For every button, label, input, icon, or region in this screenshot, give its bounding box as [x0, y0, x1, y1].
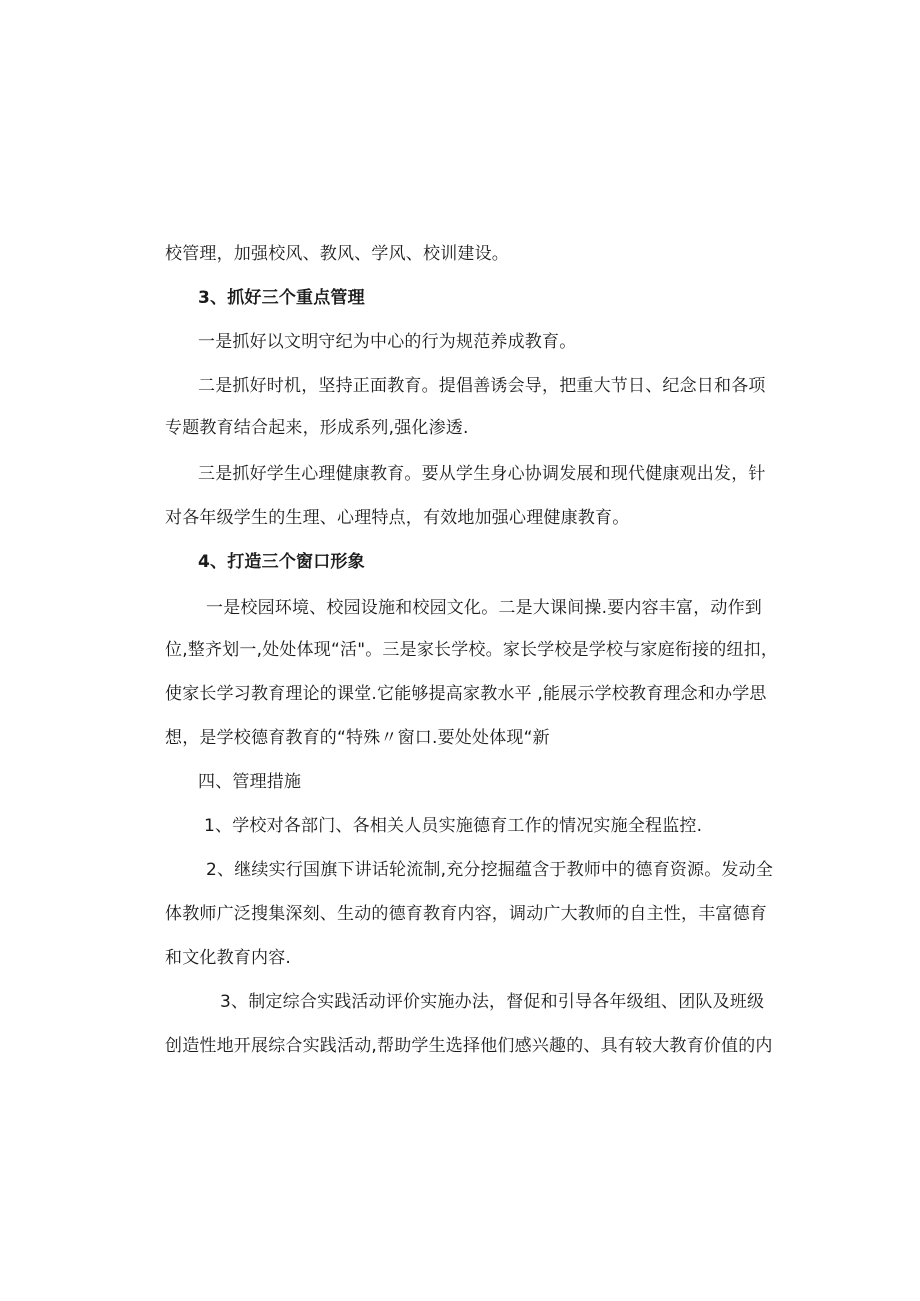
paragraph-line: 一是抓好以文明守纪为中心的行为规范养成教育。	[198, 332, 577, 352]
paragraph-line: 校管理，加强校风、教风、学风、校训建设。	[165, 244, 509, 264]
paragraph-line: 和文化教育内容.	[165, 948, 292, 968]
paragraph-line: 想，是学校德育教育的“特殊〃窗口.要处处体现“新	[165, 728, 550, 748]
paragraph-line: 三是抓好学生心理健康教育。要从学生身心协调发展和现代健康观出发，针	[198, 464, 766, 484]
paragraph-line: 对各年级学生的生理、心理特点，有效地加强心理健康教育。	[165, 508, 630, 528]
measure-item-2: 2、继续实行国旗下讲话轮流制,充分挖掘蕴含于教师中的德育资源。发动全	[206, 860, 774, 880]
section-heading-4: 4、打造三个窗口形象	[198, 552, 365, 572]
section-heading-3: 3、抓好三个重点管理	[198, 288, 365, 308]
measure-item-3: 3、制定综合实践活动评价实施办法，督促和引导各年级组、团队及班级	[220, 992, 765, 1012]
paragraph-line: 位,整齐划一,处处体现“活"。三是家长学校。家长学校是学校与家庭衔接的纽扣，	[165, 640, 779, 660]
measure-item-1: 1、学校对各部门、各相关人员实施德育工作的情况实施全程监控.	[204, 816, 703, 836]
paragraph-line: 体教师广泛搜集深刻、生动的德育教育内容，调动广大教师的自主性，丰富德育	[165, 904, 767, 924]
paragraph-line: 一是校园环境、校园设施和校园文化。二是大课间操.要内容丰富，动作到	[206, 598, 763, 618]
paragraph-line: 使家长学习教育理论的课堂.它能够提高家教水平 ,能展示学校教育理念和办学思	[165, 684, 767, 704]
paragraph-line: 创造性地开展综合实践活动,帮助学生选择他们感兴趣的、具有较大教育价值的内	[165, 1036, 773, 1056]
section-heading-four: 四、管理措施	[198, 772, 302, 792]
paragraph-line: 专题教育结合起来，形成系列,强化渗透.	[165, 418, 469, 438]
paragraph-line: 二是抓好时机，坚持正面教育。提倡善诱会导，把重大节日、纪念日和各项	[198, 376, 766, 396]
